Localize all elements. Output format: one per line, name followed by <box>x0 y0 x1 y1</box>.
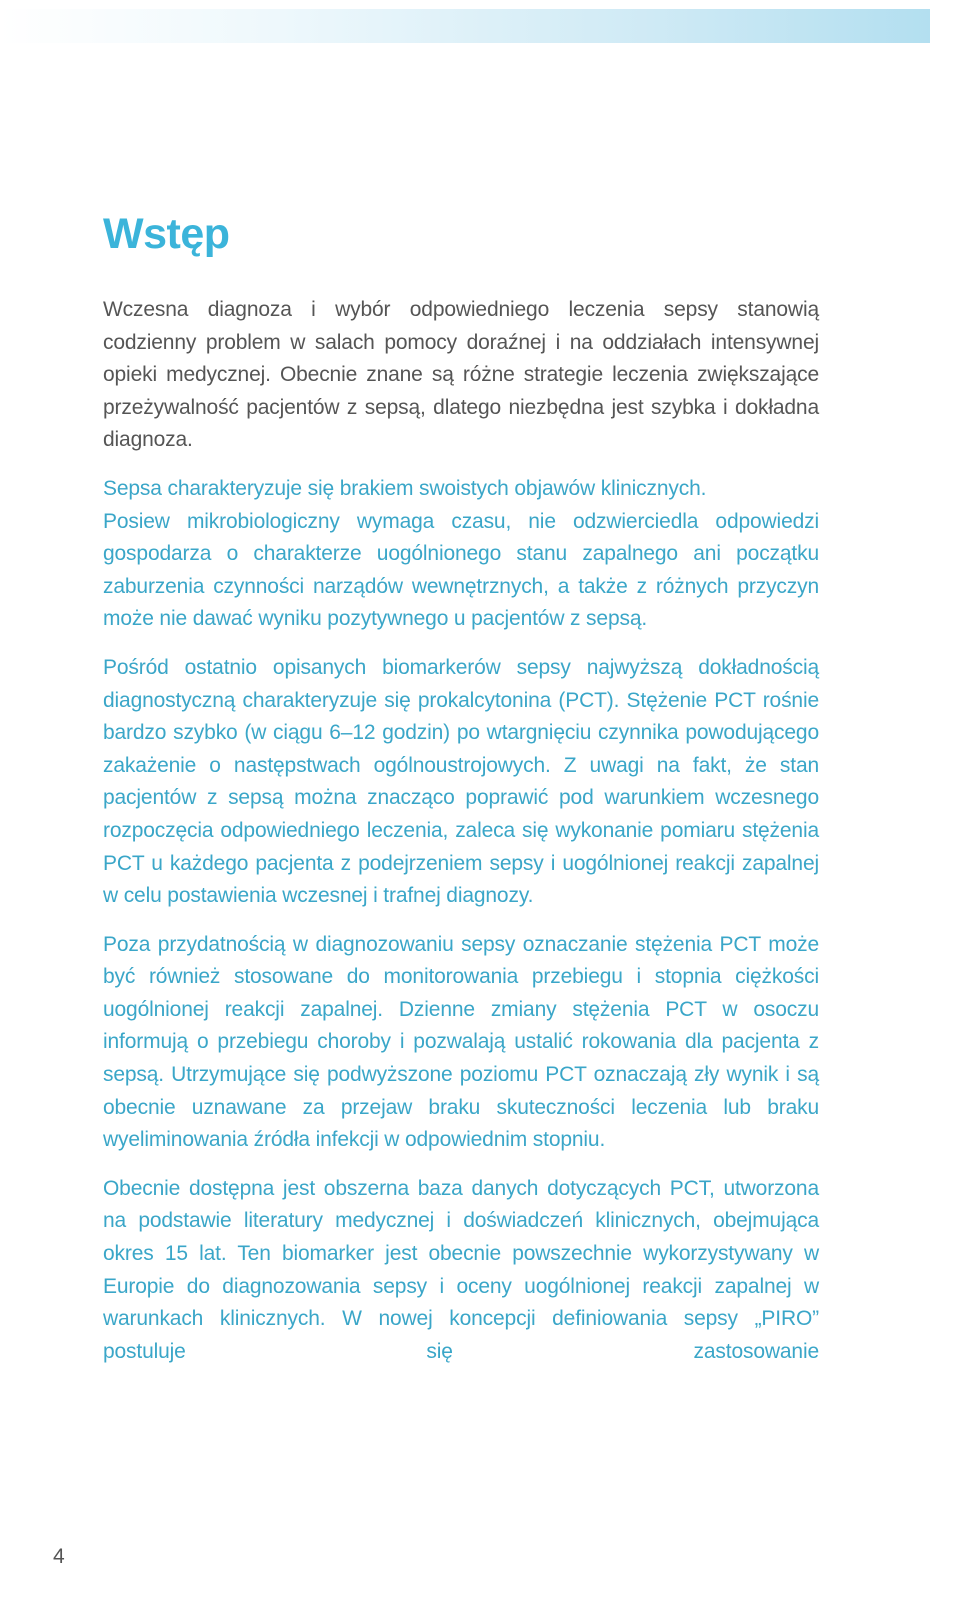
paragraph-pct-monitoring: Poza przydatnością w diagnozowaniu sepsy oznaczanie stężenia PCT może być również stosowane do monitorowania przebiegu i stopnia ciężkości uogólnionej reakcji zapalnej. Dzienne zmiany stężenia PCT w osoczu informują o przebiegu choroby i pozwalają ustalić rokowania dla pacjenta z sepsą. Utrzymujące się podwyższone poziomu PCT oznaczają zły wynik i są obecnie uznawane za przejaw braku skuteczności leczenia lub braku wyeliminowania źródła infekcji w odpowiednim stopniu. <box>103 932 819 1152</box>
page-title: Wstęp <box>103 210 230 258</box>
page-content <box>103 206 819 1384</box>
paragraph-microbiology: Posiew mikrobiologiczny wymaga czasu, nie odzwierciedla odpowiedzi gospodarza o charakterze uogólnionego stanu zapalnego ani początku zaburzenia czynności narządów wewnętrznych, a także z różnych przyczyn może nie dawać wyniku pozytywnego u pacjentów z sepsą. <box>103 509 819 631</box>
paragraph-pct-database: Obecnie dostępna jest obszerna baza danych dotyczących PCT, utworzona na podstawie literatury medycznej i doświadczeń klinicznych, obejmująca okres 15 lat. Ten biomarker jest obecnie powszechnie wykorzystywany w Europie do diagnozowania sepsy i oceny uogólnionej reakcji zapalnej w warunkach klinicznych. W nowej koncepcji definiowania sepsy „PIRO” postuluje się zastosowanie <box>103 1176 819 1363</box>
paragraph-intro: Wczesna diagnoza i wybór odpowiedniego leczenia sepsy stanowią codzienny problem w salach pomocy doraźnej i na oddziałach intensywnej opieki medycznej. Obecnie znane są różne strategie leczenia zwiększające przeżywalność pacjentów z sepsą, dlatego niezbędna jest szybka i dokładna diagnoza. <box>103 298 819 452</box>
paragraph-sepsis-symptoms: Sepsa charakteryzuje się brakiem swoistych objawów klinicznych. <box>103 476 707 500</box>
page-number: 4 <box>53 1545 65 1568</box>
paragraph-pct-biomarker: Pośród ostatnio opisanych biomarkerów sepsy najwyższą dokładnością diagnostyczną charakteryzuje się prokalcytonina (PCT). Stężenie PCT rośnie bardzo szybko (w ciągu 6–12 godzin) po wtargnięciu czynnika powodującego zakażenie o następstwach ogólnoustrojowych. Z uwagi na fakt, że stan pacjentów z sepsą można znacząco poprawić pod warunkiem wczesnego rozpoczęcia odpowiedniego leczenia, zaleca się wykonanie pomiaru stężenia PCT u każdego pacjenta z podejrzeniem sepsy i uogólnionej reakcji zapalnej w celu postawienia wczesnej i trafnej diagnozy. <box>103 655 819 908</box>
top-gradient-bar <box>0 9 930 43</box>
